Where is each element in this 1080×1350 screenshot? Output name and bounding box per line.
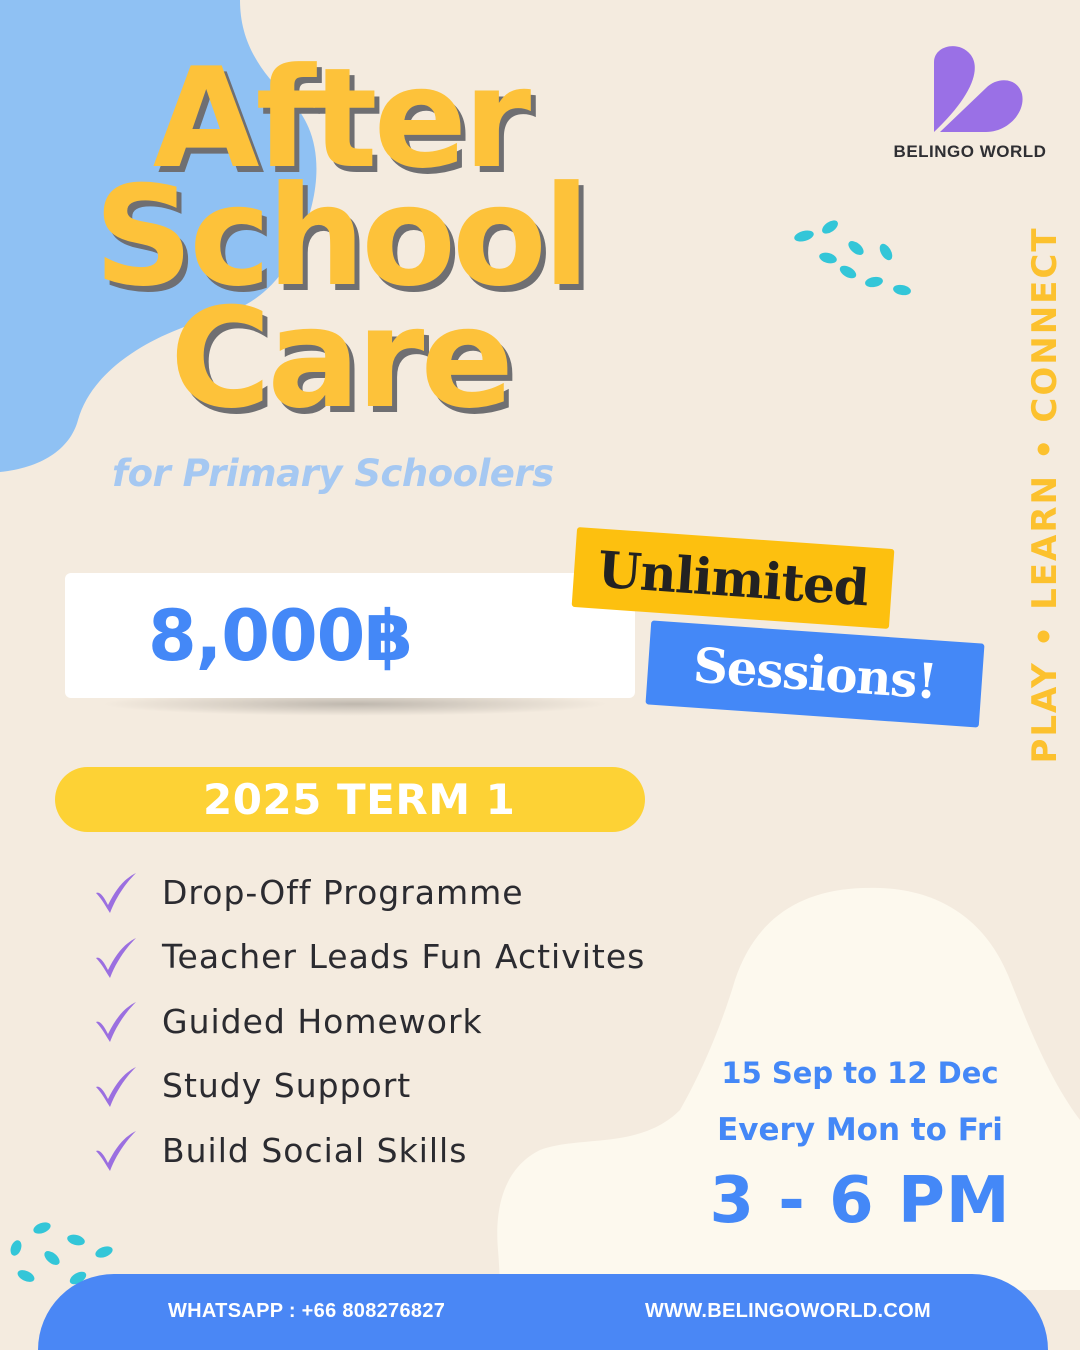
checkmark-icon — [90, 1061, 140, 1111]
unlimited-label: Unlimited — [595, 539, 871, 617]
price-amount: 8,000฿ — [147, 594, 413, 677]
checkmark-icon — [90, 1125, 140, 1175]
title-line-school: School — [93, 156, 587, 317]
brand-name: BELINGO WORLD — [893, 142, 1047, 161]
website-link[interactable]: WWW.BELINGOWORLD.COM — [645, 1300, 931, 1322]
feature-list — [90, 860, 730, 1183]
feature-label: Guided Homework — [162, 1001, 483, 1041]
checkmark-icon — [90, 996, 140, 1046]
schedule-time: 3 - 6 PM — [709, 1164, 1011, 1238]
feature-item — [90, 925, 730, 990]
feature-item — [90, 860, 730, 925]
term-pill — [55, 767, 645, 832]
checkmark-icon — [90, 867, 140, 917]
schedule-days: Every Mon to Fri — [717, 1112, 1003, 1148]
schedule-dates: 15 Sep to 12 Dec — [721, 1056, 999, 1090]
feature-label: Build Social Skills — [162, 1130, 468, 1170]
title-line-care: Care — [169, 278, 511, 439]
feature-item — [90, 1118, 730, 1183]
title-line-after: After — [152, 38, 528, 199]
feature-label: Teacher Leads Fun Activites — [162, 937, 646, 977]
vertical-tagline: PLAY • LEARN • CONNECT — [1025, 226, 1065, 764]
sessions-label: Sessions! — [691, 637, 939, 711]
subtitle: for Primary Schoolers — [112, 452, 554, 495]
feature-label: Study Support — [162, 1066, 412, 1106]
heart-logo-icon — [926, 40, 1026, 140]
decorative-dots-top — [790, 218, 920, 303]
feature-label: Drop-Off Programme — [162, 872, 524, 912]
whatsapp-contact[interactable]: WHATSAPP : +66 808276827 — [168, 1300, 446, 1322]
feature-item — [90, 1054, 730, 1119]
checkmark-icon — [90, 932, 140, 982]
feature-item — [90, 989, 730, 1054]
term-label: 2025 TERM 1 — [203, 775, 516, 824]
price-card — [65, 573, 635, 698]
